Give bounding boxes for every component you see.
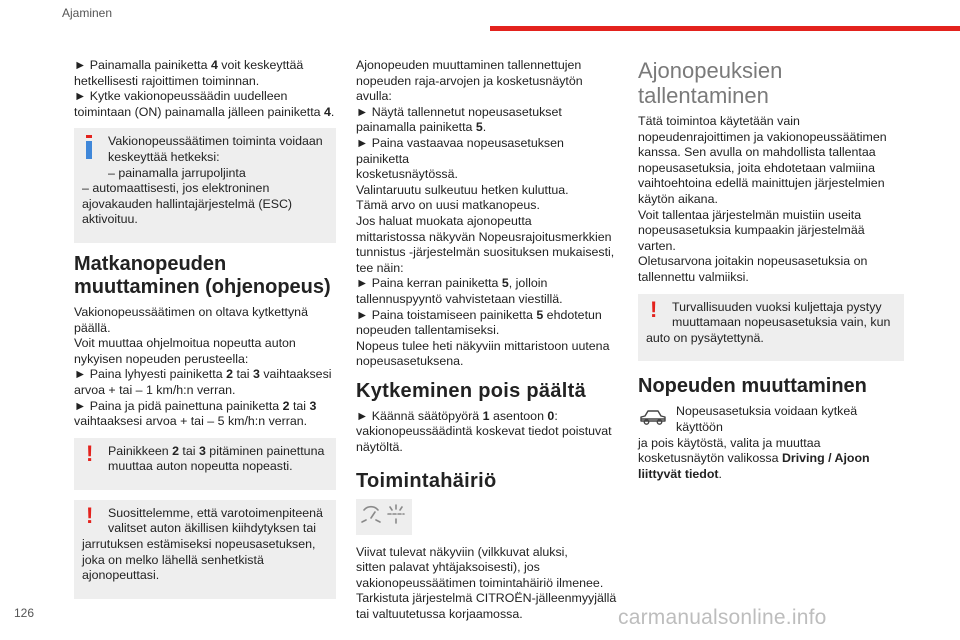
text-line: Valintaruutu sulkeutuu hetken kuluttua. bbox=[356, 182, 569, 197]
malfunction-paragraph bbox=[356, 545, 620, 623]
text-line: ► Painamalla painiketta 4 voit keskeyttää bbox=[74, 58, 304, 72]
text-line: ► Paina vastaavaa nopeusasetuksen painiketta bbox=[356, 135, 564, 166]
change-settings-block bbox=[638, 404, 904, 482]
text-line: toimintaan (ON) painamalla jälleen painiketta 4. bbox=[74, 104, 335, 119]
text-line: muuttaa auton nopeutta nopeasti. bbox=[108, 459, 293, 474]
section-label: Ajaminen bbox=[62, 6, 113, 20]
text-line: käytön aikana. bbox=[638, 191, 718, 206]
text-line: ► Käännä säätöpyörä 1 asentoon 0: bbox=[356, 408, 558, 423]
text-line: Voit muuttaa ohjelmoitua nopeutta auton bbox=[74, 336, 296, 351]
text-line: Vakionopeussäätimen on oltava kytkettynä bbox=[74, 304, 308, 319]
text-line: Vakionopeussäätimen toiminta voidaan bbox=[108, 134, 323, 149]
text-line: – automaattisesti, jos elektroninen bbox=[82, 181, 270, 196]
info-note-text bbox=[82, 134, 328, 228]
text-line: aktivoituu. bbox=[82, 212, 138, 227]
text-line: vaihtoehtoina edellä mainittujen järjestelmien bbox=[638, 176, 885, 191]
info-icon bbox=[86, 135, 92, 159]
text-line: muuttamaan nopeusasetuksia vain, kun bbox=[672, 315, 891, 330]
text-line: – painamalla jarrupoljinta bbox=[108, 165, 246, 180]
text-line: jarrutuksen estämiseksi nopeusasetuksen, bbox=[82, 537, 316, 552]
cruise-dashes-icon bbox=[358, 502, 410, 532]
warning-note-2-text bbox=[82, 502, 328, 584]
page-number: 126 bbox=[14, 606, 35, 620]
text-line: ja pois käytöstä, valita ja muuttaa bbox=[638, 435, 821, 450]
text-line: nopeudenrajoittimen ja vakionopeussäätimen bbox=[638, 129, 887, 144]
stored-speeds-paragraph bbox=[356, 58, 620, 370]
intro-paragraph bbox=[74, 58, 336, 120]
text-line: Voit tallentaa järjestelmän muistiin useita bbox=[638, 207, 862, 222]
text-line: ► Paina kerran painiketta 5, jolloin bbox=[356, 276, 548, 291]
text-line: Suosittelemme, että varotoimenpiteenä bbox=[108, 505, 323, 520]
warning-note-2 bbox=[74, 500, 336, 599]
text-line: mittaristossa näkyvän Nopeusrajoitusmerkkien bbox=[356, 229, 612, 244]
text-line: tai valtuutetussa korjaamossa. bbox=[356, 607, 523, 622]
text-line: joka on melko lähellä senhetkistä bbox=[82, 552, 264, 567]
column-2 bbox=[356, 58, 620, 629]
text-line: Ajonopeuden muuttaminen tallennettujen bbox=[356, 58, 582, 72]
change-settings-paragraph bbox=[638, 404, 904, 482]
warning-note-3 bbox=[638, 294, 904, 362]
text-line: Jos haluat muokata ajonopeutta bbox=[356, 213, 532, 228]
warning-exclamation-icon: ! bbox=[86, 502, 94, 528]
text-line: kosketusnäytön valikossa Driving / Ajoon bbox=[638, 451, 870, 466]
switch-off-paragraph bbox=[356, 409, 620, 456]
column-1 bbox=[74, 58, 336, 609]
warning-exclamation-icon: ! bbox=[650, 296, 658, 322]
text-line: näytöltä. bbox=[356, 440, 403, 455]
heading-save-speeds: Ajonopeuksien tallentaminen bbox=[638, 58, 783, 108]
warning-note-1 bbox=[74, 438, 336, 490]
text-line: Viivat tulevat näkyviin (vilkkuvat aluksi, bbox=[356, 544, 568, 559]
text-line: kosketusnäytössä. bbox=[356, 167, 458, 182]
text-line: tallennuspyyntö vahvistetaan viestillä. bbox=[356, 291, 563, 306]
text-line: Nopeusasetuksia voidaan kytkeä käyttöön bbox=[676, 404, 858, 434]
text-line: auto on pysäytettynä. bbox=[646, 330, 764, 345]
text-line: nopeuden tallentamiseksi. bbox=[356, 323, 500, 338]
section-color-bar bbox=[490, 26, 960, 31]
heading-change-speed: Nopeuden muuttaminen bbox=[638, 375, 867, 398]
info-note bbox=[74, 128, 336, 243]
change-speed-paragraph bbox=[74, 305, 336, 430]
text-line: Painikkeen 2 tai 3 pitäminen painettuna bbox=[108, 443, 325, 458]
column-3 bbox=[638, 58, 904, 488]
text-line: ► Kytke vakionopeussäädin uudelleen bbox=[74, 89, 288, 104]
text-line: nopeusasetuksia, joita ehdotetaan valmiina bbox=[638, 160, 875, 175]
text-line: painamalla painiketta 5. bbox=[356, 120, 487, 135]
warning-exclamation-icon: ! bbox=[86, 440, 94, 466]
warning-note-3-text bbox=[646, 296, 896, 347]
text-line: ► Näytä tallennetut nopeusasetukset bbox=[356, 104, 562, 119]
text-line: nykyisen nopeuden perusteella: bbox=[74, 351, 249, 366]
text-line: ajonopeuttasi. bbox=[82, 568, 160, 583]
watermark: carmanualsonline.info bbox=[618, 606, 827, 629]
text-line: tee näin: bbox=[356, 260, 404, 275]
text-line: sitten palavat yhtäjaksoisesti), jos bbox=[356, 560, 540, 575]
text-line: kanssa. Sen avulla on mahdollista tallentaa bbox=[638, 145, 876, 160]
text-line: nopeuden raja-arvojen ja kosketusnäytön avulla: bbox=[356, 73, 583, 104]
text-line: ► Paina ja pidä painettuna painiketta 2 tai 3 bbox=[74, 398, 317, 413]
text-line: Tarkistuta järjestelmä CITROËN-jälleenmyyjällä bbox=[356, 591, 617, 606]
car-icon bbox=[638, 406, 668, 430]
text-line: nopeusasetuksena. bbox=[356, 354, 464, 369]
text-line: nopeusasetuksia kumpaakin järjestelmää varten. bbox=[638, 223, 865, 253]
save-speeds-paragraph bbox=[638, 114, 904, 286]
text-line: Tätä toimintoa käytetään vain bbox=[638, 114, 800, 128]
text-line: vaihtaaksesi arvoa + tai – 5 km/h:n verran. bbox=[74, 414, 308, 429]
text-line: päällä. bbox=[74, 320, 111, 335]
heading-malfunction: Toimintahäiriö bbox=[356, 469, 497, 492]
text-line: hetkellisesti rajoittimen toiminnan. bbox=[74, 73, 260, 88]
text-line: tallennettu valmiiksi. bbox=[638, 269, 749, 284]
text-line: Oletusarvona joitakin nopeusasetuksia on bbox=[638, 254, 868, 269]
text-line: ► Paina lyhyesti painiketta 2 tai 3 vaihtaaksesi bbox=[74, 367, 332, 382]
malfunction-display-image bbox=[356, 499, 412, 535]
text-line: keskeyttää hetkeksi: bbox=[108, 149, 220, 164]
text-line: Turvallisuuden vuoksi kuljettaja pystyy bbox=[672, 299, 882, 314]
warning-note-1-text bbox=[82, 440, 328, 475]
text-line: Tämä arvo on uusi matkanopeus. bbox=[356, 198, 540, 213]
text-line: Nopeus tulee heti näkyviin mittaristoon uutena bbox=[356, 338, 610, 353]
text-line: valitset auton äkillisen kiihdytyksen tai bbox=[108, 521, 316, 536]
text-line: liittyvät tiedot. bbox=[638, 466, 722, 481]
text-line: ► Paina toistamiseen painiketta 5 ehdotetun bbox=[356, 307, 602, 322]
text-line: vakionopeussäädintä koskevat tiedot poistuvat bbox=[356, 424, 612, 439]
heading-switch-off: Kytkeminen pois päältä bbox=[356, 379, 586, 402]
text-line: tunnistus -järjestelmän suosituksen mukaisesti, bbox=[356, 245, 615, 260]
text-line: vakionopeussäätimen toimintahäiriö ilmenee. bbox=[356, 575, 604, 590]
heading-change-cruise-speed: Matkanopeuden muuttaminen (ohjenopeus) bbox=[74, 252, 331, 298]
text-line: arvoa + tai – 1 km/h:n verran. bbox=[74, 382, 236, 397]
text-line: ajovakauden hallintajärjestelmä (ESC) bbox=[82, 196, 293, 211]
